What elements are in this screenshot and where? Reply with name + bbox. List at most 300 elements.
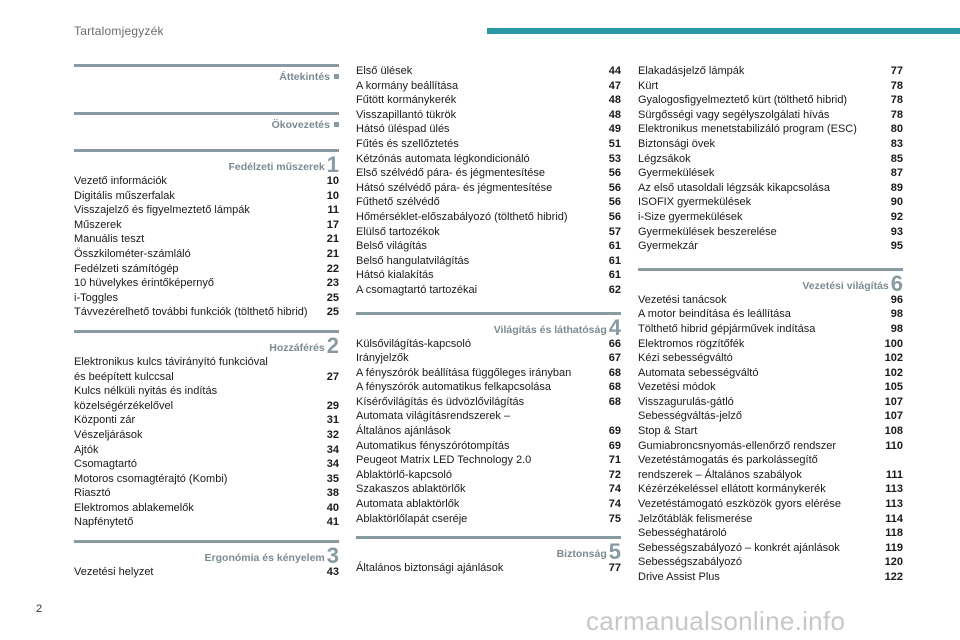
toc-entry-page: 89: [890, 181, 903, 194]
toc-entry-page: 100: [884, 337, 903, 350]
toc-entry-page: 27: [326, 370, 339, 383]
toc-entry-text: Hátsó kialakítás: [356, 269, 434, 282]
toc-entry[interactable]: [638, 439, 903, 454]
toc-entry-text: Sebességhatároló: [638, 527, 727, 540]
chapter-number: 6: [890, 270, 903, 296]
toc-entry[interactable]: [638, 307, 903, 322]
toc-entry[interactable]: [356, 79, 621, 94]
toc-entry-text: Csomagtartó: [74, 458, 137, 471]
toc-entry[interactable]: [356, 195, 621, 210]
toc-entry-text: A csomagtartó tartozékai: [356, 283, 478, 296]
toc-entry-page: 51: [608, 137, 621, 150]
toc-entry-text: Első ülések: [356, 65, 413, 77]
toc-entry-text: Irányjelzők: [356, 352, 409, 365]
section-title-row[interactable]: [74, 152, 339, 177]
toc-entry[interactable]: [638, 409, 903, 424]
toc-entry-page: 85: [890, 152, 903, 165]
toc-entry-page: 68: [608, 381, 621, 394]
toc-column-2: [356, 64, 621, 576]
toc-entry-text: rendszerek – Általános szabályok: [638, 468, 802, 481]
toc-entry[interactable]: [74, 399, 339, 414]
toc-entry-page: 67: [608, 352, 621, 365]
toc-entry[interactable]: [74, 291, 339, 306]
toc-entry-text: Hátsó üléspad ülés: [356, 123, 450, 136]
section-title: Biztonság: [556, 548, 607, 561]
toc-entry-text: Sürgősségi vagy segélyszolgálati hívás: [638, 108, 830, 121]
toc-column-3: [638, 64, 903, 585]
toc-entry-page: 74: [608, 483, 621, 496]
toc-entry-text: és beépített kulccsal: [74, 370, 174, 383]
toc-entry[interactable]: [638, 93, 903, 108]
toc-entry-text: Gumiabroncsnyomás-ellenőrző rendszer: [638, 439, 837, 452]
section-title: Vezetési világítás: [802, 279, 889, 292]
toc-entry-text: A motor beindítása és leállítása: [638, 308, 791, 321]
toc-entry-text: Riasztó: [74, 487, 111, 500]
toc-entry-text: Automata ablaktörlők: [356, 498, 460, 511]
toc-entry[interactable]: [74, 501, 339, 516]
toc-entry[interactable]: [356, 439, 621, 454]
toc-entry-page: 71: [608, 454, 621, 467]
toc-section: [74, 112, 339, 132]
toc-entry-page: 95: [890, 240, 903, 253]
toc-entry-page: 114: [885, 512, 903, 525]
toc-entry-text: Első szélvédő pára- és jégmentesítése: [356, 167, 545, 180]
toc-entry-page: 98: [890, 308, 903, 321]
toc-entry[interactable]: [356, 424, 621, 439]
toc-entry[interactable]: [356, 268, 621, 283]
toc-entry-page: 53: [608, 152, 621, 165]
toc-entry-text: Sebességszabályozó: [638, 556, 742, 569]
toc-entry-text: Kézérzékeléssel ellátott kormánykerék: [638, 483, 826, 496]
toc-entry-page: 49: [608, 123, 621, 136]
toc-entry-page: 25: [326, 291, 339, 304]
toc-entry-page: 78: [890, 94, 903, 107]
toc-entry[interactable]: [74, 262, 339, 277]
toc-entry-page: 22: [326, 262, 339, 275]
section-title-row[interactable]: [74, 543, 339, 569]
toc-entry-page: 35: [326, 472, 339, 485]
toc-entry-page: 111: [885, 468, 903, 481]
toc-entry-page: 56: [608, 196, 621, 209]
toc-entry[interactable]: [638, 64, 903, 79]
toc-entry-page: 56: [608, 181, 621, 194]
section-header: [356, 312, 621, 340]
toc-entry[interactable]: [356, 108, 621, 123]
toc-entry-page: 93: [890, 225, 903, 238]
toc-entry[interactable]: [638, 225, 903, 240]
toc-entry[interactable]: [74, 428, 339, 443]
toc-entry[interactable]: [638, 482, 903, 497]
toc-entry-page: 34: [326, 443, 339, 456]
toc-entry-text: Visszajelző és figyelmeztető lámpák: [74, 204, 250, 217]
toc-entry-page: 61: [608, 254, 621, 267]
toc-entry[interactable]: [356, 366, 621, 381]
toc-entry-text: Az első utasoldali légzsák kikapcsolása: [638, 181, 830, 194]
toc-entry-page: 31: [326, 414, 339, 427]
toc-entry[interactable]: [356, 152, 621, 167]
toc-entry[interactable]: [74, 247, 339, 262]
section-title: Hozzáférés: [269, 341, 325, 354]
toc-entry-text: Digitális műszerfalak: [74, 189, 175, 202]
toc-entry-page: 77: [608, 562, 621, 575]
toc-entry-text: A fényszórók automatikus felkapcsolása: [356, 381, 552, 394]
toc-entry-page: 68: [608, 395, 621, 408]
toc-entry-text: Tölthető hibrid gépjárművek indítása: [638, 322, 816, 335]
toc-entry-text: Távvezérelhető további funkciók (tölthető hibrid): [74, 306, 308, 319]
toc-entry[interactable]: [638, 239, 903, 254]
toc-entry[interactable]: [638, 122, 903, 137]
section-title-row[interactable]: [356, 314, 621, 340]
toc-entry[interactable]: [356, 210, 621, 225]
toc-entry-text: közelségérzékelővel: [74, 399, 174, 412]
toc-entry-text: Vezetéstámogatás és parkolássegítő: [638, 454, 818, 467]
toc-entry[interactable]: [638, 395, 903, 410]
toc-entry-text: Elektronikus menetstabilizáló program (ESC): [638, 123, 857, 136]
toc-entry-text: Kürt: [638, 79, 659, 92]
toc-entry-text: Elektromos rögzítőfék: [638, 337, 745, 350]
toc-section: [638, 64, 903, 254]
toc-entry[interactable]: [74, 413, 339, 428]
toc-entry-text: A kormány beállítása: [356, 79, 459, 92]
toc-entry[interactable]: [638, 195, 903, 210]
toc-entry-page: 10: [326, 189, 339, 202]
section-title: Világítás és láthatóság: [493, 323, 607, 336]
toc-entry-text: i-Size gyermekülések: [638, 210, 743, 223]
toc-section: [356, 312, 621, 527]
toc-entry-text: Hőmérséklet-előszabályozó (tölthető hibrid): [356, 210, 568, 223]
toc-entry-text: Gyermekzár: [638, 240, 698, 253]
toc-entry-page: 87: [890, 167, 903, 180]
toc-entry-page: 41: [326, 516, 339, 529]
toc-entry[interactable]: [638, 137, 903, 152]
toc-entry-page: 66: [608, 337, 621, 350]
watermark: carmanualsonline.info: [586, 606, 846, 636]
toc-entry[interactable]: [74, 218, 339, 233]
toc-entry[interactable]: [74, 457, 339, 472]
toc-entry-page: 69: [608, 439, 621, 452]
toc-entry-page: 69: [608, 425, 621, 438]
toc-entry-text: Elektromos ablakemelők: [74, 501, 194, 514]
toc-entry[interactable]: [638, 468, 903, 483]
section-title-row[interactable]: [74, 67, 339, 84]
section-header: [74, 330, 339, 358]
toc-entry[interactable]: [356, 380, 621, 395]
toc-entry-text: Stop & Start: [638, 425, 698, 438]
toc-entry-text: Visszagurulás-gátló: [638, 395, 734, 408]
toc-entry[interactable]: [638, 351, 903, 366]
toc-entry[interactable]: [356, 482, 621, 497]
toc-entry-page: 77: [890, 65, 903, 77]
toc-entry-page: 108: [884, 425, 903, 438]
section-header: [356, 536, 621, 565]
toc-entry-page: 92: [890, 210, 903, 223]
toc-entry[interactable]: [356, 497, 621, 512]
section-title: Ergonómia és kényelem: [204, 552, 325, 565]
toc-entry-page: 57: [608, 225, 621, 238]
toc-entry[interactable]: [74, 565, 339, 580]
toc-entry-text: Vezetési módok: [638, 381, 716, 394]
toc-entry[interactable]: [638, 337, 903, 352]
toc-entry[interactable]: [74, 276, 339, 291]
toc-entry[interactable]: [74, 355, 339, 370]
toc-entry-text: Vezető információk: [74, 175, 167, 187]
toc-entry[interactable]: [356, 351, 621, 366]
toc-section: [74, 64, 339, 84]
square-bullet-icon: [334, 74, 339, 79]
toc-entry[interactable]: [74, 232, 339, 247]
toc-entry-text: Peugeot Matrix LED Technology 2.0: [356, 454, 532, 467]
toc-entry[interactable]: [356, 225, 621, 240]
toc-entry[interactable]: [638, 380, 903, 395]
toc-entry-page: 56: [608, 167, 621, 180]
toc-entry-text: Kézi sebességváltó: [638, 352, 733, 365]
toc-entry[interactable]: [356, 337, 621, 352]
toc-entry-text: Biztonsági övek: [638, 137, 716, 150]
toc-entry[interactable]: [638, 210, 903, 225]
section-title-row[interactable]: [74, 332, 339, 358]
toc-entry-page: 78: [890, 79, 903, 92]
section-title: Fedélzeti műszerek: [228, 161, 325, 173]
toc-entry-text: Gyermekülések: [638, 167, 715, 180]
toc-entry-page: 10: [326, 175, 339, 187]
toc-entry[interactable]: [356, 409, 621, 424]
section-title: Áttekintés: [279, 71, 330, 83]
section-header: [74, 112, 339, 132]
toc-entry-text: ISOFIX gyermekülések: [638, 196, 752, 209]
toc-entry-page: 32: [326, 428, 339, 441]
toc-entry[interactable]: [356, 395, 621, 410]
toc-entry-text: Vezetési helyzet: [74, 566, 154, 579]
toc-entry-text: Visszapillantó tükrök: [356, 108, 457, 121]
toc-entry[interactable]: [356, 512, 621, 527]
toc-entry-page: 11: [327, 204, 339, 217]
toc-section: [74, 330, 339, 530]
toc-section: [356, 536, 621, 576]
toc-entry-page: 74: [608, 498, 621, 511]
section-header: [74, 64, 339, 84]
toc-entry[interactable]: [74, 472, 339, 487]
toc-entry-text: Fűthető szélvédő: [356, 196, 440, 209]
toc-entry[interactable]: [356, 283, 621, 298]
toc-entry-page: 113: [885, 498, 903, 511]
toc-entry-page: 17: [326, 218, 339, 231]
toc-entry-text: Külsővilágítás-kapcsoló: [356, 337, 471, 350]
toc-entry[interactable]: [638, 526, 903, 541]
toc-entry[interactable]: [638, 152, 903, 167]
toc-entry-page: 21: [326, 247, 339, 260]
toc-entry-text: Általános ajánlások: [356, 425, 451, 438]
toc-entry-text: Kísérővilágítás és üdvözlővilágítás: [356, 395, 525, 408]
toc-entry-text: Vezetéstámogató eszközök gyors elérése: [638, 498, 842, 511]
toc-entry-page: 48: [608, 94, 621, 107]
toc-entry-text: Ablaktörlőlapát cseréje: [356, 512, 468, 525]
toc-entry[interactable]: [638, 293, 903, 308]
toc-entry[interactable]: [74, 189, 339, 204]
toc-entry[interactable]: [74, 203, 339, 218]
chapter-number: 5: [608, 539, 621, 565]
toc-entry-page: 96: [890, 293, 903, 306]
chapter-number: 3: [326, 543, 339, 569]
toc-entry[interactable]: [74, 370, 339, 385]
toc-entry-text: Fűtés és szellőztetés: [356, 137, 459, 150]
toc-section: [74, 540, 339, 580]
toc-entry-page: 98: [890, 322, 903, 335]
toc-entry[interactable]: [638, 453, 903, 468]
toc-entry-text: Kulcs nélküli nyitás és indítás: [74, 385, 218, 398]
toc-entry-page: 40: [326, 501, 339, 514]
toc-entry-page: 21: [326, 233, 339, 246]
toc-entry[interactable]: [356, 93, 621, 108]
chapter-number: 4: [608, 314, 621, 340]
toc-entry-text: Fedélzeti számítógép: [74, 262, 179, 275]
toc-entry-page: 47: [608, 79, 621, 92]
toc-entry[interactable]: [638, 555, 903, 570]
toc-entry[interactable]: [356, 561, 621, 576]
toc-entry-text: Motoros csomagtérajtó (Kombi): [74, 472, 228, 485]
toc-entry-text: Általános biztonsági ajánlások: [356, 562, 504, 575]
toc-entry-page: 61: [608, 269, 621, 282]
toc-entry-page: 29: [326, 399, 339, 412]
toc-entry[interactable]: [356, 453, 621, 468]
toc-entry-text: Sebességszabályozó – konkrét ajánlások: [638, 541, 840, 554]
section-header: [74, 540, 339, 569]
toc-entry-text: Manuális teszt: [74, 233, 145, 246]
toc-entry[interactable]: [356, 122, 621, 137]
toc-entry-text: Gyalogosfigyelmeztető kürt (tölthető hibrid): [638, 94, 848, 107]
section-header: [74, 149, 339, 177]
toc-entry[interactable]: [356, 166, 621, 181]
toc-entry-page: 80: [890, 123, 903, 136]
toc-entry-text: Fűtött kormánykerék: [356, 94, 457, 107]
toc-entry[interactable]: [638, 570, 903, 585]
toc-entry-page: 102: [884, 366, 903, 379]
square-bullet-icon: [334, 122, 339, 127]
toc-entry-page: 56: [608, 210, 621, 223]
page-header-title: Tartalomjegyzék: [74, 24, 164, 38]
toc-entry[interactable]: [74, 486, 339, 501]
toc-entry-page: 83: [890, 137, 903, 150]
toc-entry[interactable]: [356, 64, 621, 79]
toc-entry[interactable]: [356, 239, 621, 254]
toc-entry-text: Elektronikus kulcs távirányító funkcióval: [74, 355, 268, 368]
section-title-row[interactable]: [74, 115, 339, 132]
toc-entry-page: 78: [890, 108, 903, 121]
toc-entry[interactable]: [74, 443, 339, 458]
toc-entry[interactable]: [638, 181, 903, 196]
toc-entry-text: Drive Assist Plus: [638, 571, 720, 583]
section-title-row[interactable]: [638, 270, 903, 296]
toc-entry[interactable]: [356, 254, 621, 269]
toc-entry-page: 23: [326, 277, 339, 290]
toc-entry[interactable]: [74, 305, 339, 320]
toc-entry-text: Kétzónás automata légkondicionáló: [356, 152, 530, 165]
toc-entry-page: 120: [884, 556, 903, 569]
toc-entry-text: Vezetési tanácsok: [638, 293, 727, 306]
toc-entry-text: Sebességváltás-jelző: [638, 410, 742, 423]
chapter-number: 1: [326, 152, 339, 177]
toc-entry-text: A fényszórók beállítása függőleges irányban: [356, 366, 572, 379]
toc-entry-page: 118: [885, 527, 903, 540]
toc-entry-page: 61: [608, 240, 621, 253]
toc-entry[interactable]: [74, 515, 339, 530]
toc-column-1: [74, 64, 339, 580]
toc-entry[interactable]: [638, 541, 903, 556]
toc-entry-page: 48: [608, 108, 621, 121]
toc-entry-text: Jelzőtáblák felismerése: [638, 512, 753, 525]
toc-section: [356, 64, 621, 298]
toc-entry[interactable]: [356, 468, 621, 483]
toc-entry-text: Központi zár: [74, 414, 136, 427]
toc-entry-page: 68: [608, 366, 621, 379]
toc-entry-text: Automata sebességváltó: [638, 366, 759, 379]
toc-entry-page: 110: [885, 439, 903, 452]
section-title-row[interactable]: [356, 539, 621, 565]
toc-entry-page: 34: [326, 458, 339, 471]
toc-entry-page: 113: [885, 483, 903, 496]
header-accent-bar: [487, 28, 960, 34]
toc-entry-page: 102: [884, 352, 903, 365]
toc-entry-page: 107: [884, 395, 903, 408]
toc-entry[interactable]: [356, 181, 621, 196]
toc-entry-text: Gyermekülések beszerelése: [638, 225, 777, 238]
toc-section: [74, 149, 339, 320]
toc-entry-page: 122: [884, 571, 903, 583]
toc-entry-page: 90: [890, 196, 903, 209]
toc-entry-page: 72: [608, 468, 621, 481]
toc-section: [638, 268, 903, 585]
toc-entry[interactable]: [638, 166, 903, 181]
toc-entry-page: 44: [608, 65, 621, 77]
toc-entry-text: Napfénytető: [74, 516, 134, 529]
toc-entry-text: 10 hüvelykes érintőképernyő: [74, 277, 215, 290]
toc-entry-page: 25: [326, 306, 339, 319]
toc-entry-text: Belső világítás: [356, 240, 427, 253]
section-header: [638, 268, 903, 296]
toc-entry-text: Belső hangulatvilágítás: [356, 254, 470, 267]
toc-entry-text: Légzsákok: [638, 152, 691, 165]
toc-entry-text: Elakadásjelző lámpák: [638, 65, 745, 77]
toc-entry-text: Elülső tartozékok: [356, 225, 440, 238]
toc-entry-text: i-Toggles: [74, 291, 119, 304]
toc-entry-text: Ablaktörlő-kapcsoló: [356, 468, 452, 481]
toc-entry[interactable]: [638, 79, 903, 94]
toc-entry-text: Hátsó szélvédő pára- és jégmentesítése: [356, 181, 553, 194]
toc-entry-text: Ajtók: [74, 443, 99, 456]
section-title: Ökovezetés: [271, 119, 330, 131]
toc-entry[interactable]: [74, 384, 339, 399]
toc-entry-text: Összkilométer-számláló: [74, 247, 191, 260]
toc-entry-page: 119: [885, 541, 903, 554]
toc-entry-text: Műszerek: [74, 218, 122, 231]
toc-entry-text: Automatikus fényszórótompítás: [356, 439, 510, 452]
toc-entry[interactable]: [638, 512, 903, 527]
toc-entry[interactable]: [638, 108, 903, 123]
toc-entry-page: 38: [326, 487, 339, 500]
toc-entry-page: 107: [884, 410, 903, 423]
chapter-number: 2: [326, 332, 339, 358]
toc-entry-page: 43: [326, 566, 339, 579]
toc-entry-text: Vészeljárások: [74, 428, 143, 441]
toc-entry[interactable]: [74, 174, 339, 189]
toc-entry[interactable]: [638, 322, 903, 337]
toc-entry[interactable]: [356, 137, 621, 152]
toc-entry[interactable]: [638, 424, 903, 439]
toc-entry-page: 75: [608, 512, 621, 525]
toc-entry[interactable]: [638, 366, 903, 381]
toc-entry[interactable]: [638, 497, 903, 512]
page-number: 2: [36, 603, 43, 615]
toc-entry-text: Szakaszos ablaktörlők: [356, 483, 466, 496]
